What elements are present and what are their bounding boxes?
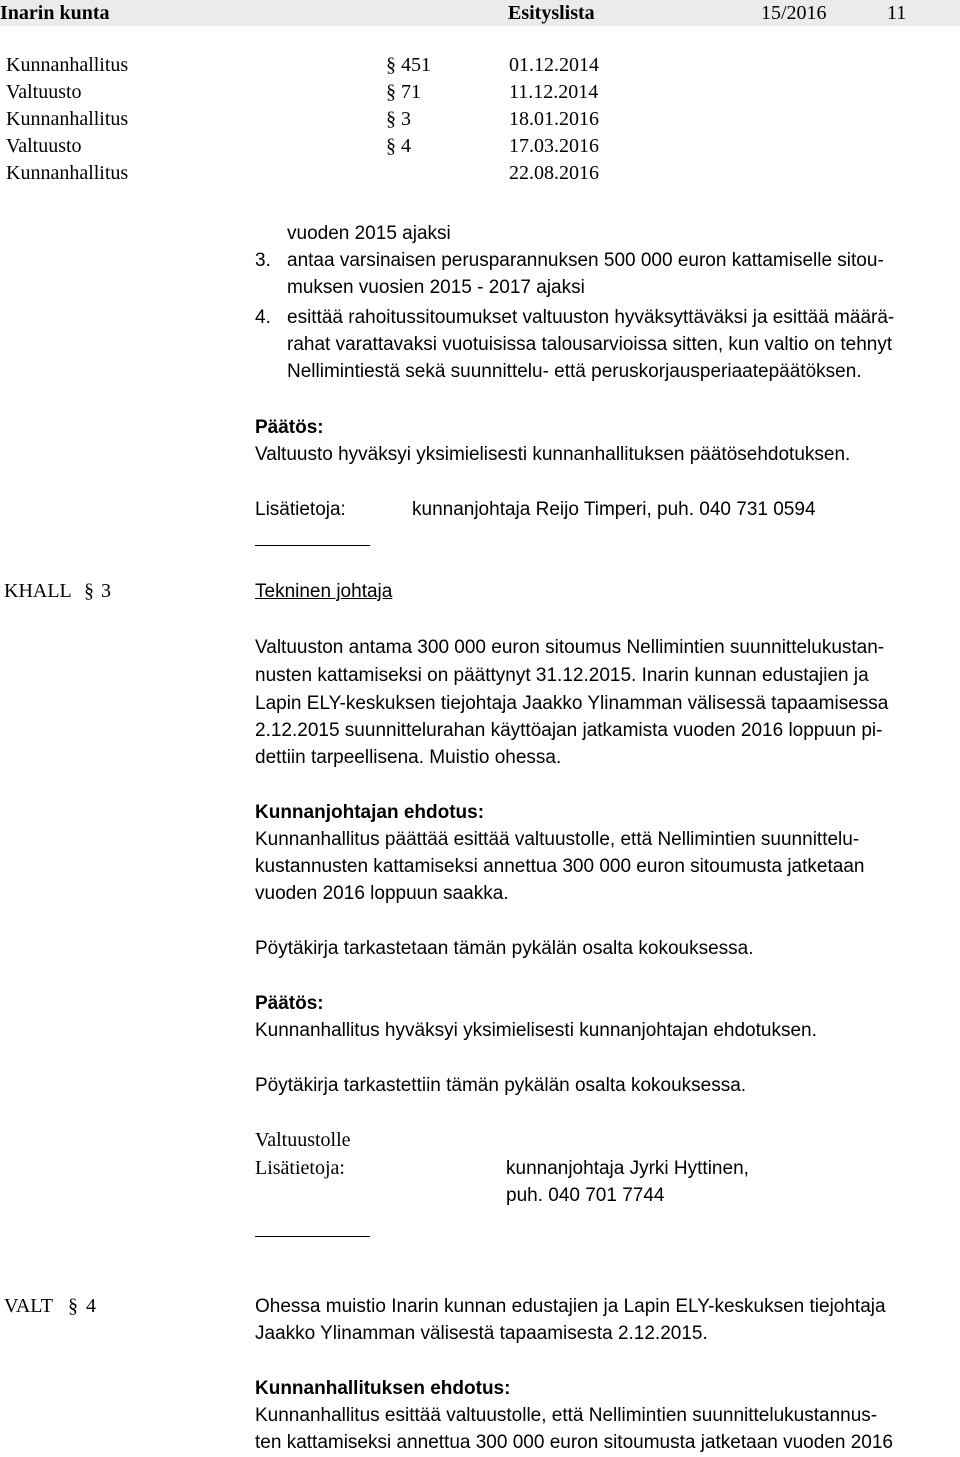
- section-mark: §: [386, 54, 396, 76]
- history-number: 451: [401, 54, 431, 76]
- section-mark: §: [84, 580, 94, 602]
- section-mark: §: [386, 135, 396, 157]
- history-body: Kunnanhallitus: [6, 162, 129, 184]
- history-body: Kunnanhallitus: [6, 108, 129, 130]
- decision-text: Kunnanhallitus hyväksyi yksimielisesti kunnanjohtajan ehdotuksen.: [255, 1020, 817, 1041]
- history-number: 3: [401, 108, 411, 130]
- contact-info: kunnanjohtaja Reijo Timperi, puh. 040 731 0594: [412, 499, 816, 520]
- section-divider: [255, 545, 370, 546]
- list-item-line: esittää rahoitussitoumukset valtuuston hyväksyttäväksi ja esittää määrä-: [287, 307, 895, 328]
- list-number: 4.: [255, 307, 271, 328]
- history-date: 17.03.2016: [509, 135, 599, 157]
- paragraph-line: Jaakko Ylinamman välisestä tapaamisesta 2.12.2015.: [255, 1323, 708, 1344]
- forward-to-council: Valtuustolle: [255, 1129, 351, 1151]
- paragraph-line: Ohessa muistio Inarin kunnan edustajien ja Lapin ELY-keskuksen tiejohtaja: [255, 1296, 886, 1317]
- history-body: Valtuusto: [6, 81, 82, 103]
- decision-heading: Päätös:: [255, 417, 324, 438]
- meeting-number: 15/2016: [761, 2, 827, 24]
- history-date: 18.01.2016: [509, 108, 599, 130]
- section-mark: §: [68, 1295, 78, 1317]
- paragraph-line: nusten kattamiseksi on päättynyt 31.12.2015. Inarin kunnan edustajien ja: [255, 665, 869, 686]
- preparer-title: Tekninen johtaja: [255, 581, 393, 602]
- minutes-check-note: Pöytäkirja tarkastetaan tämän pykälän osalta kokouksessa.: [255, 938, 754, 959]
- history-date: 01.12.2014: [509, 54, 599, 76]
- municipality-name: Inarin kunta: [0, 2, 110, 24]
- paragraph-line: vuoden 2016 loppuun saakka.: [255, 883, 509, 904]
- history-number: 71: [401, 81, 421, 103]
- paragraph-line: dettiin tarpeellisena. Muistio ohessa.: [255, 747, 562, 768]
- list-item-line: antaa varsinaisen perusparannuksen 500 000 euron kattamiselle sitou-: [287, 250, 884, 271]
- paragraph-line: 2.12.2015 suunnittelurahan käyttöajan jatkamista vuoden 2016 loppuun pi-: [255, 720, 883, 741]
- list-item-line: rahat varattavaksi vuotuisissa talousarvioissa sitten, kun valtio on tehnyt: [287, 334, 893, 355]
- section-label: VALT: [4, 1295, 53, 1317]
- contact-phone: puh. 040 701 7744: [506, 1185, 665, 1206]
- section-label: KHALL: [4, 580, 72, 602]
- list-continuation: vuoden 2015 ajaksi: [287, 223, 451, 244]
- paragraph-line: Kunnanhallitus esittää valtuustolle, että Nellimintien suunnittelukustannus-: [255, 1405, 878, 1426]
- paragraph-line: Lapin ELY-keskuksen tiejohtaja Jaakko Ylinamman välisessä tapaamisessa: [255, 693, 889, 714]
- page-number: 11: [887, 2, 907, 24]
- history-number: 4: [401, 135, 411, 157]
- list-number: 3.: [255, 250, 271, 271]
- section-mark: §: [386, 108, 396, 130]
- contact-info: kunnanjohtaja Jyrki Hyttinen,: [506, 1158, 749, 1179]
- history-date: 11.12.2014: [509, 81, 599, 103]
- minutes-checked-note: Pöytäkirja tarkastettiin tämän pykälän osalta kokouksessa.: [255, 1075, 747, 1096]
- history-body: Kunnanhallitus: [6, 54, 129, 76]
- contact-label: Lisätietoja:: [255, 499, 346, 520]
- paragraph-line: ten kattamiseksi annettua 300 000 euron sitoumusta jatketaan vuoden 2016: [255, 1432, 893, 1453]
- decision-text: Valtuusto hyväksyi yksimielisesti kunnanhallituksen päätösehdotuksen.: [255, 444, 851, 465]
- paragraph-line: Valtuuston antama 300 000 euron sitoumus Nellimintien suunnittelukustan-: [255, 637, 885, 658]
- paragraph-line: Kunnanhallitus päättää esittää valtuustolle, että Nellimintien suunnittelu-: [255, 829, 860, 850]
- decision-heading: Päätös:: [255, 993, 324, 1014]
- list-item-line: muksen vuosien 2015 - 2017 ajaksi: [287, 277, 585, 298]
- proposal-heading: Kunnanjohtajan ehdotus:: [255, 802, 485, 823]
- agenda-title: Esityslista: [508, 2, 595, 24]
- section-number: 3: [101, 580, 111, 602]
- section-number: 4: [86, 1295, 96, 1317]
- history-date: 22.08.2016: [509, 162, 599, 184]
- contact-label: Lisätietoja:: [255, 1157, 345, 1179]
- section-mark: §: [386, 81, 396, 103]
- proposal-heading: Kunnanhallituksen ehdotus:: [255, 1378, 511, 1399]
- section-divider: [255, 1236, 370, 1237]
- paragraph-line: kustannusten kattamiseksi annettua 300 000 euron sitoumusta jatketaan: [255, 856, 865, 877]
- list-item-line: Nellimintiestä sekä suunnittelu- että peruskorjausperiaatepäätöksen.: [287, 361, 862, 382]
- history-body: Valtuusto: [6, 135, 82, 157]
